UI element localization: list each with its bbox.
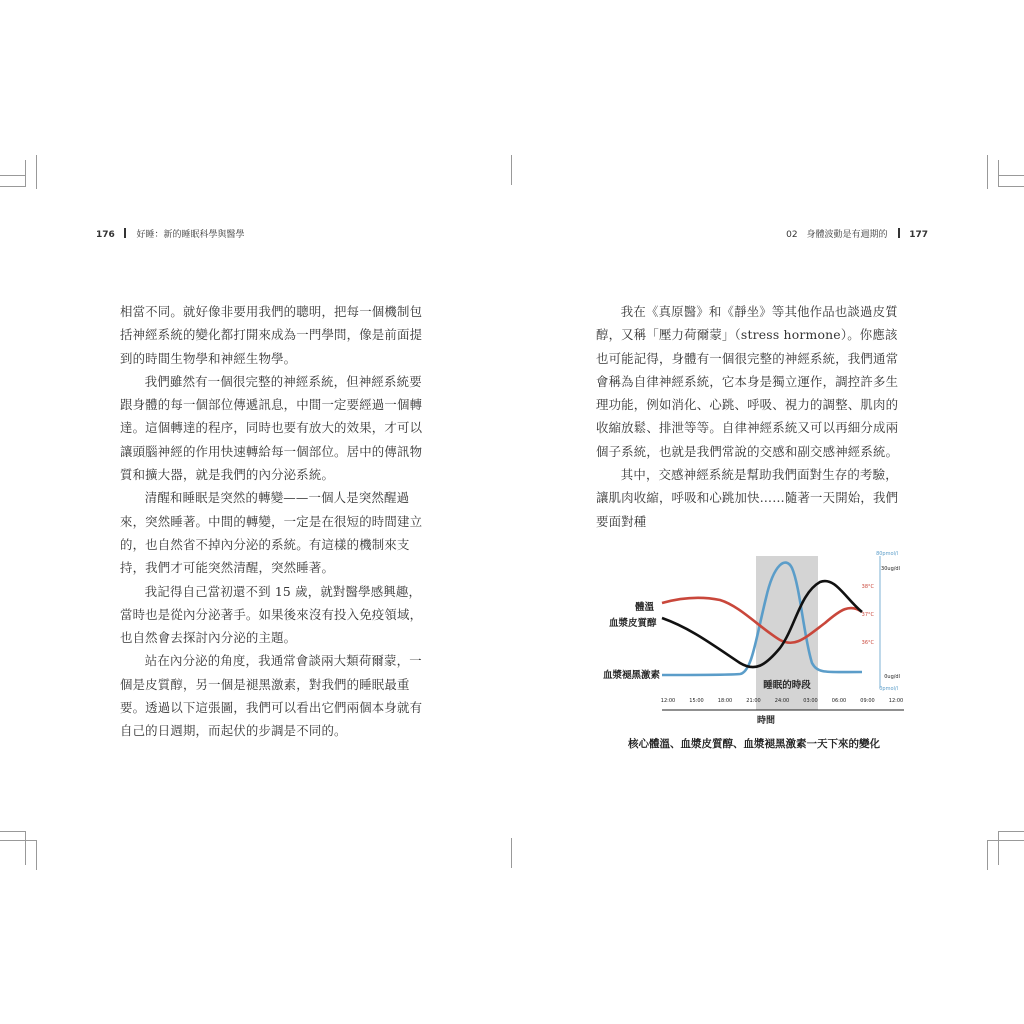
- crop-mark: [998, 175, 1024, 176]
- cortisol-top-label: 30ug/dl: [881, 566, 900, 572]
- page-number: 176: [96, 230, 115, 240]
- x-tick-label: 03:00: [803, 698, 818, 704]
- crop-mark: [511, 838, 512, 868]
- right-running-header: [786, 227, 928, 240]
- crop-mark: [36, 155, 37, 189]
- cortisol-bottom-label: 0ug/dl: [884, 674, 900, 680]
- paragraph: 我們雖然有一個很完整的神經系統，但神經系統要跟身體的每一個部位傳遞訊息，中間一定要經過一個轉達。這個轉達的程序，同時也要有放大的效果，才可以讓頭腦神經的作用快速轉給每一個部位。居中的傳訊物質和擴大器，就是我們的內分泌系統。: [120, 373, 423, 483]
- x-tick-label: 09:00: [860, 698, 875, 704]
- crop-mark: [998, 186, 1024, 187]
- x-tick-labels: [661, 698, 903, 704]
- paragraph: 我在《真原醫》和《靜坐》等其他作品也談過皮質醇，又稱「壓力荷爾蒙」（stress hormone）。你應該也可能記得，身體有一個很完整的神經系統，我們通常會稱為自律神經系統，它本身是獨立運作，調控許多生理功能，例如消化、心跳、呼吸、視力的調整、肌肉的收縮放鬆、排泄等等。自律神經系統又可以再細分成兩個子系統，也就是我們常說的交感和副交感神經系統。: [596, 304, 899, 459]
- crop-mark: [511, 155, 512, 185]
- series-label-body-temp: 體溫: [635, 602, 655, 613]
- temp-low-label: 36°C: [861, 640, 874, 646]
- sleep-band-label: 睡眠的時段: [763, 680, 811, 691]
- crop-mark: [25, 831, 26, 865]
- crop-mark: [998, 160, 999, 186]
- crop-mark: [987, 155, 988, 189]
- left-running-header: [96, 227, 245, 240]
- crop-mark: [998, 831, 1024, 832]
- paragraph: 站在內分泌的角度，我通常會談兩大類荷爾蒙，一個是皮質醇，另一個是褪黑激素，對我們的睡眠最重要。透過以下這張圖，我們可以看出它們兩個本身就有自己的日週期，而起伏的步調是不同的。: [120, 653, 423, 739]
- figure-caption: 核心體溫、血漿皮質醇、血漿褪黑激素一天下來的變化: [628, 738, 880, 750]
- paragraph: 相當不同。就好像非要用我們的聰明，把每一個機制包括神經系統的變化都打開來成為一門學問，像是前面提到的時間生物學和神經生物學。: [120, 304, 423, 366]
- temp-high-label: 38°C: [861, 584, 874, 590]
- x-tick-label: 15:00: [689, 698, 704, 704]
- x-tick-label: 06:00: [831, 698, 847, 704]
- x-tick-label: 12:00: [660, 698, 676, 704]
- crop-mark: [0, 831, 26, 832]
- crop-mark: [987, 840, 988, 870]
- series-label-melatonin: 血漿褪黑激素: [603, 670, 661, 681]
- crop-mark: [36, 840, 37, 870]
- crop-mark: [25, 160, 26, 186]
- crop-mark: [998, 831, 999, 865]
- x-axis-label: 時間: [756, 716, 776, 726]
- paragraph: 其中，交感神經系統是幫助我們面對生存的考驗，讓肌肉收縮，呼吸和心跳加快……隨著一天開始，我們要面對種: [596, 467, 899, 529]
- left-body-text: [120, 300, 432, 743]
- chapter-number: 02: [786, 230, 798, 240]
- x-tick-label: 21:00: [746, 698, 761, 704]
- mel-top-label: 80pmol/l: [876, 551, 898, 557]
- book-title: 好睡：新的睡眠科學與醫學: [136, 230, 245, 240]
- page-number: 177: [909, 230, 928, 240]
- paragraph: 清醒和睡眠是突然的轉變——一個人是突然醒過來，突然睡著。中間的轉變，一定是在很短的時間建立的，也自然省不掉內分泌的系統。有這樣的機制來支持，我們才可能突然清醒，突然睡著。: [120, 490, 423, 576]
- crop-mark: [987, 840, 1024, 841]
- x-tick-label: 18:00: [717, 698, 733, 704]
- x-tick-label: 24:00: [774, 698, 790, 704]
- x-tick-label: 12:00: [888, 698, 904, 704]
- circadian-figure: [600, 548, 910, 728]
- crop-mark: [0, 175, 26, 176]
- crop-mark: [0, 840, 36, 841]
- mel-bottom-label: 0pmol/l: [879, 686, 898, 692]
- chapter-title: 身體波動是有週期的: [806, 230, 888, 240]
- crop-mark: [0, 186, 26, 187]
- right-body-text: [596, 300, 908, 533]
- temp-mid-label: 37°C: [861, 612, 874, 618]
- paragraph: 我記得自己當初還不到 15 歲，就對醫學感興趣，當時也是從內分泌著手。如果後來沒有投入免疫領域，也自然會去探討內分泌的主題。: [120, 583, 423, 646]
- series-label-cortisol: 血漿皮質醇: [609, 618, 657, 629]
